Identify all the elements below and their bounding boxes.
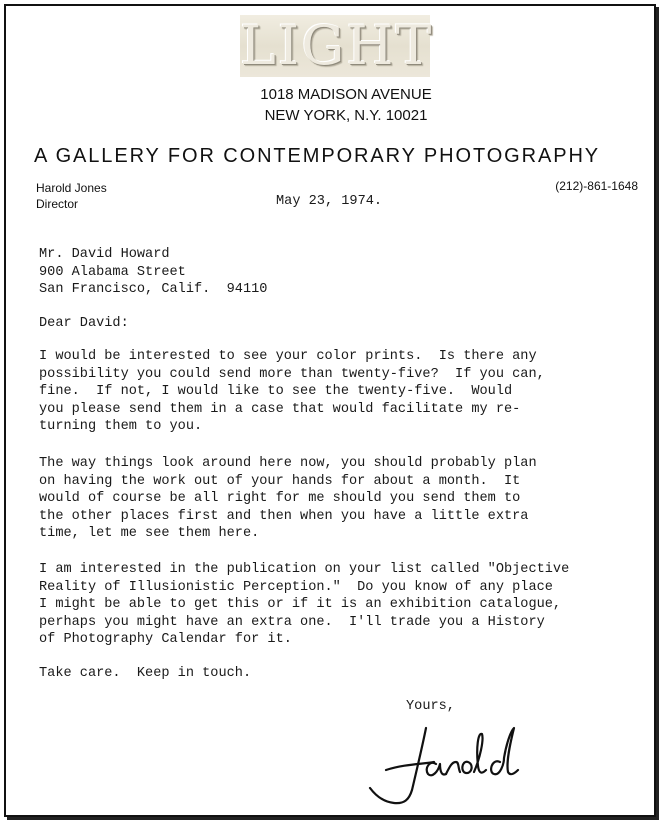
- director-title: Director: [36, 197, 79, 211]
- address-street: 1018 MADISON AVENUE: [260, 86, 432, 103]
- body-paragraph: I would be interested to see your color prints. Is there any possibility you could send more than twenty-five? If you can, fine. If not, I would like to see the twenty-five. Would you please send them in a case that would facilitate my re- turning them to you.: [39, 349, 545, 435]
- gallery-logo: [240, 14, 434, 77]
- address-city: NEW YORK, N.Y. 10021: [264, 107, 428, 124]
- director-name: Harold Jones: [36, 181, 107, 195]
- logo-wordmark: LIGHT: [240, 14, 434, 77]
- closing-line: Take care. Keep in touch.: [39, 666, 252, 681]
- recipient-address: [39, 246, 267, 299]
- recipient-line: San Francisco, Calif. 94110: [39, 282, 268, 297]
- salutation: Dear David:: [39, 316, 129, 331]
- phone-number: (212)-861-1648: [555, 179, 638, 193]
- recipient-line: Mr. David Howard: [39, 247, 170, 262]
- handwritten-signature: [364, 718, 554, 808]
- body-paragraph: I am interested in the publication on your list called "Objective Reality of Illusionistic Perception." Do you know of any place I might be able to get this or if it is an exhibition catalogue, perhaps you might have an extra one. I'll trade you a History of Photography Calendar for it.: [39, 562, 570, 648]
- recipient-line: 900 Alabama Street: [39, 264, 186, 280]
- letter-page: [4, 4, 656, 817]
- valediction: Yours,: [406, 699, 455, 714]
- body-paragraph: The way things look around here now, you should probably plan on having the work out of your hands for about a month. It would of course be all right for me should you send them to the other places first and then when you have a little extra time, let me see them here.: [39, 456, 537, 542]
- letter-date: May 23, 1974.: [276, 194, 383, 209]
- gallery-tagline: A GALLERY FOR CONTEMPORARY PHOTOGRAPHY: [34, 145, 601, 167]
